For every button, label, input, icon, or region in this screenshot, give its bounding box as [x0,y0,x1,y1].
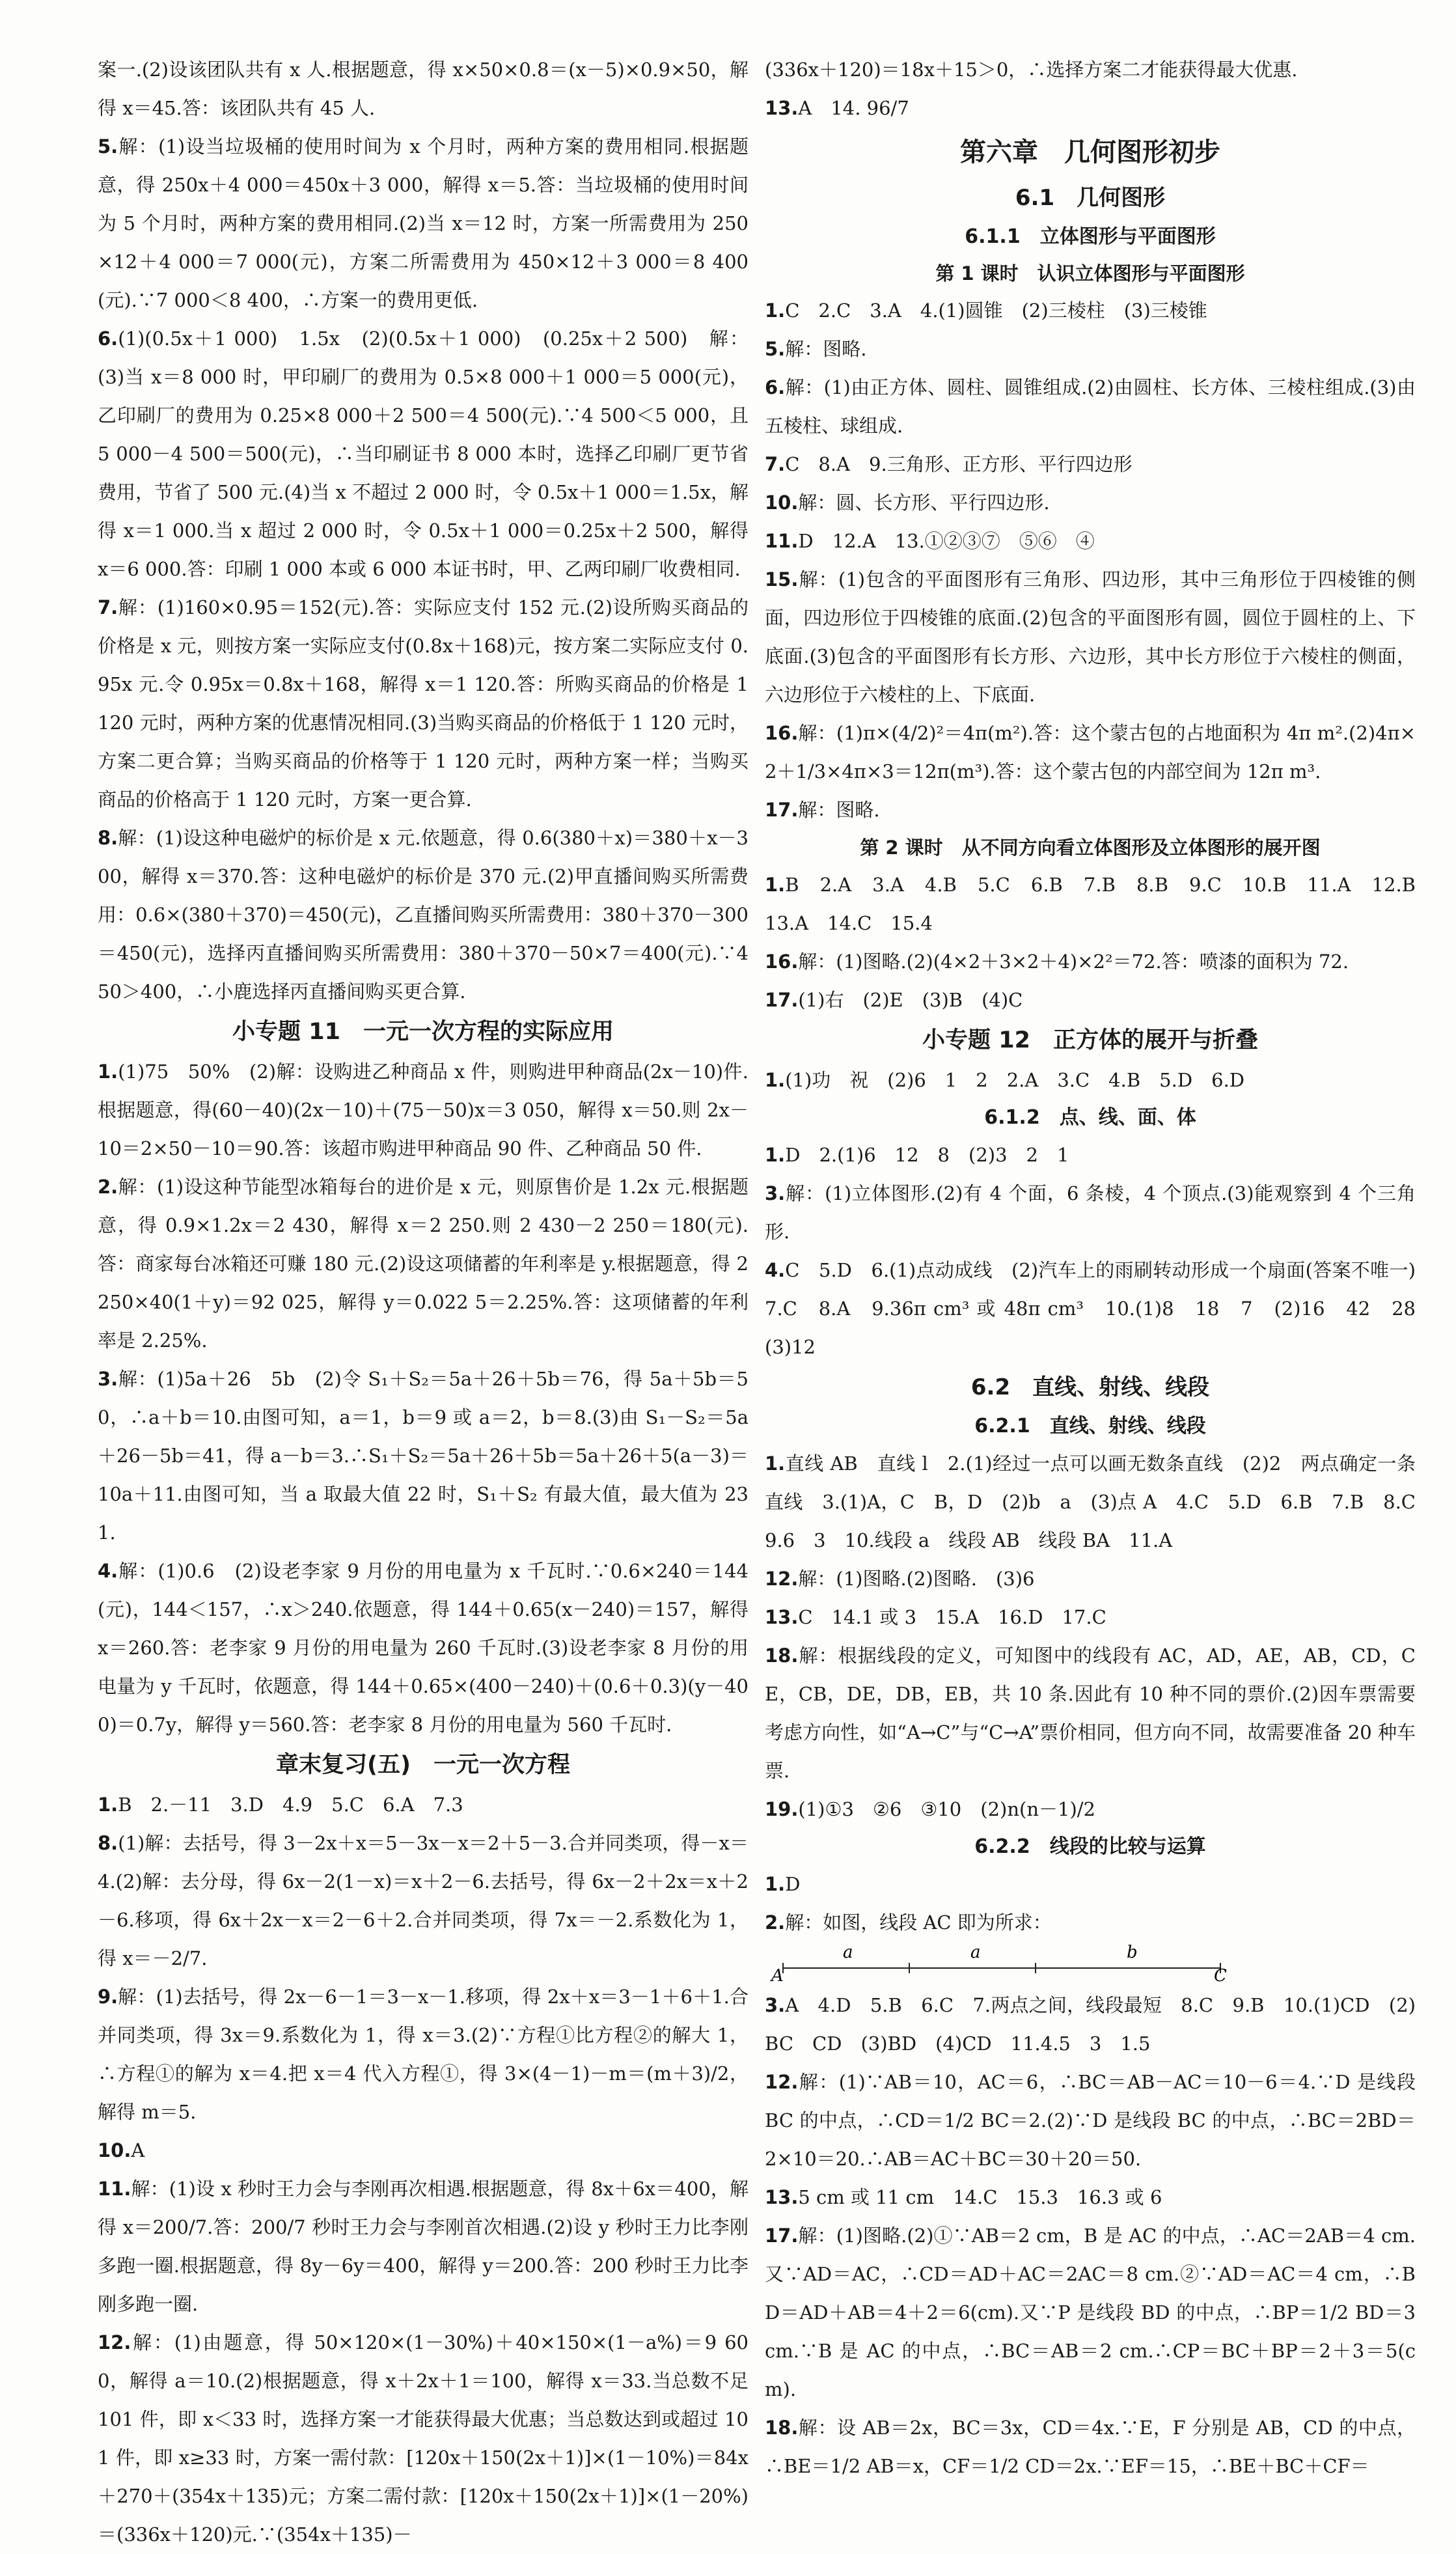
answer-text: C 2.C 3.A 4.(1)圆锥 (2)三棱柱 (3)三棱锥 [785,299,1207,322]
question-number: 16. [765,951,799,973]
answer-entry [98,2324,749,2554]
question-number: 11. [98,2178,131,2200]
answer-entry [765,89,1416,128]
section-heading: 6.2 直线、射线、线段 [970,1374,1210,1400]
answer-text: 解：根据线段的定义，可知图中的线段有 AC，AD，AE，AB，CD，CE，CB，DE，DB，EB，共 10 条.因此有 10 种不同的票价.(2)因车票需要考虑方向性，如“A→C”与“C→A”票价相同，但方向不同，故需要准备 20 种车票. [765,1645,1416,1782]
question-number: 7. [765,453,786,475]
answer-entry [765,1637,1416,1790]
answer-text: (336x＋120)＝18x＋15＞0，∴选择方案二才能获得最大优惠. [765,59,1298,81]
answer-text: 解：如图，线段 AC 即为所求： [785,1911,1052,1934]
answer-text: 解：(1)由题意，得 50×120×(1－30%)＋40×150×(1－a%)＝9 600，解得 a＝10.(2)根据题意，得 x＋2x＋1＝100，解得 x＝33.当总数不足 101 件，即 x＜33 时，选择方案一才能获得最大优惠；当总数达到或超过 101 件，即 x≥33 时，方案一需付款：[120x＋150(2x＋1)]×(1－10%)＝84x＋270＋(354x＋135)元；方案二需付款：[120x＋150(2x＋1)]×(1－20%)＝(336x＋120)元.∵(354x＋135)－ [98,2331,749,2546]
answer-text: 解：(1)160×0.95＝152(元).答：实际应支付 152 元.(2)设所购买商品的价格是 x 元，则按方案一实际应支付(0.8x＋168)元，按方案二实际应支付 0.95x 元.令 0.95x＝0.8x＋168，解得 x＝1 120.答：所购买商品的价格是 1 120 元时，两种方案的优惠情况相同.(3)当购买商品的价格低于 1 120 元时，方案二更合算；当购买商品的价格等于 1 120 元时，两种方案一样；当购买商品的价格高于 1 120 元时，方案一更合算. [98,596,749,811]
answer-text: A [131,2139,145,2161]
answer-entry [98,320,749,589]
segment-a-label: a [843,1943,853,1962]
question-number: 1. [765,1452,786,1475]
answer-entry [765,1061,1416,1100]
question-number: 6. [98,327,118,350]
answer-text: 直线 AB 直线 l 2.(1)经过一点可以画无数条直线 (2)2 两点确定一条直线 3.(1)A，C B，D (2)b a (3)点 A 4.C 5.D 6.B 7.B 8.C 9.6 3 10.线段 a 线段 AB 线段 BA 11.A [765,1452,1435,1551]
answer-text: D 12.A 13.①②③⑦ ⑤⑥ ④ [798,530,1095,552]
answer-entry [98,1824,749,1978]
question-number: 1. [765,1069,786,1091]
answer-text: (1)①3 ②6 ③10 (2)n(n－1)/2 [798,1798,1095,1820]
section-heading: 6.2.2 线段的比较与运算 [974,1835,1206,1858]
answer-text: A 4.D 5.B 6.C 7.两点之间，线段最短 8.C 9.B 10.(1)CD (2)BC CD (3)BD (4)CD 11.4.5 3 1.5 [765,1994,1416,2055]
segment-b-label: b [1127,1943,1138,1962]
answer-text: 解：(1)∵AB＝10，AC＝6，∴BC＝AB－AC＝10－6＝4.∵D 是线段 BC 的中点，∴CD＝1/2 BC＝2.(2)∵D 是线段 BC 的中点，∴BC＝2BD＝2×10＝20.∴AB＝AC＋BC＝30＋20＝50. [765,2071,1416,2170]
answer-text: A 14. 96/7 [798,97,909,119]
answer-entry [765,1790,1416,1829]
question-number: 4. [98,1560,118,1582]
question-number: 7. [98,596,118,618]
point-a-label: A [771,1966,784,1982]
answer-text: 解：(1)设 x 秒时王力会与李刚再次相遇.根据题意，得 8x＋6x＝400，解得 x＝200/7.答：200/7 秒时王力会与李刚首次相遇.(2)设 y 秒时王力比李刚多跑一圈.根据题意，得 8y－6y＝400，解得 y＝200.答：200 秒时王力比李刚多跑一圈. [98,2178,749,2315]
answer-entry [98,1360,749,1552]
answer-entry [765,1136,1416,1174]
answer-text: 解：(1)设这种电磁炉的标价是 x 元.依题意，得 0.6(380＋x)＝380＋x－300，解得 x＝370.答：这种电磁炉的标价是 370 元.(2)甲直播间购买所需费用：0.6×(380＋370)＝450(元)，乙直播间购买所需费用：380＋370－300＝450(元)，选择丙直播间购买所需费用：380＋370－50×7＝400(元).∵450＞400，∴小鹿选择丙直播间购买更合算. [98,827,749,1003]
answer-text: 解：(1)0.6 (2)设老李家 9 月份的用电量为 x 千瓦时.∵0.6×240＝144(元)，144＜157，∴x＞240.依题意，得 144＋0.65(x－240)＝157，解得 x＝260.答：老李家 9 月份的用电量为 260 千瓦时.(3)设老李家 8 月份的用电量为 y 千瓦时，依题意，得 144＋0.65×(400－240)＋(0.6＋0.3)(y－400)＝0.7y，解得 y＝560.答：老李家 8 月份的用电量为 560 千瓦时. [98,1560,749,1736]
answer-entry [765,292,1416,330]
segment-diagram [765,1943,1416,1982]
answer-text: 解：(1)设这种节能型冰箱每台的进价是 x 元，则原售价是 1.2x 元.根据题意，得 0.9×1.2x＝2 430，解得 x＝2 250.则 2 430－2 250＝180(元).答：商家每台冰箱还可赚 180 元.(2)设这项储蓄的年利率是 y.根据题意，得 2 250×40(1＋y)＝92 025，解得 y＝0.022 5＝2.25%.答：这项储蓄的年利率是 2.25%. [98,1176,749,1352]
answer-text: C 8.A 9.三角形、正方形、平行四边形 [785,453,1133,475]
question-number: 5. [765,338,786,360]
question-number: 8. [98,827,118,849]
answer-text: (1)右 (2)E (3)B (4)C [798,989,1023,1011]
answer-text: 解：(1)π×(4/2)²＝4π(m²).答：这个蒙古包的占地面积为 4π m².(2)4π×2＋1/3×4π×3＝12π(m³).答：这个蒙古包的内部空间为 12π m³. [765,722,1416,783]
answer-text: 解：(1)去括号，得 2x－6－1＝3－x－1.移项，得 2x＋x＝3－1＋6＋1.合并同类项，得 3x＝9.系数化为 1，得 x＝3.(2)∵方程①比方程②的解大 1，∴方程①的解为 x＝4.把 x＝4 代入方程①，得 3×(4－1)－m＝(m＋3)/2，解得 m＝5. [98,1986,749,2123]
answer-entry [98,1552,749,1744]
answer-entry [765,1445,1435,1560]
answer-text: 解：(1)由正方体、圆柱、圆锥组成.(2)由圆柱、长方体、三棱柱组成.(3)由五棱柱、球组成. [765,376,1416,437]
answer-text: 解：设 AB＝2x，BC＝3x，CD＝4x.∵E，F 分别是 AB，CD 的中点，∴BE＝1/2 AB＝x，CF＝1/2 CD＝2x.∵EF＝15，∴BE＋BC＋CF＝ [765,2417,1416,2477]
answer-text: (1)(0.5x＋1 000) 1.5x (2)(0.5x＋1 000) (0.25x＋2 500) 解：(3)当 x＝8 000 时，甲印刷厂的费用为 0.5×8 000＋1 000＝5 000(元)，乙印刷厂的费用为 0.25×8 000＋2 500＝4 500(元).∵4 500＜5 000，且 5 000－4 500＝500(元)，∴当印刷证书 8 000 本时，选择乙印刷厂更节省费用，节省了 500 元.(4)当 x 不超过 2 000 时，令 0.5x＋1 000＝1.5x，解得 x＝1 000.当 x 超过 2 000 时，令 0.5x＋1 000＝0.25x＋2 500，解得 x＝6 000.答：印刷 1 000 本或 6 000 本证书时，甲、乙两印刷厂收费相同. [98,327,749,580]
answer-text: B 2.A 3.A 4.B 5.C 6.B 7.B 8.B 9.C 10.B 11.A 12.B 13.A 14.C 15.4 [765,874,1435,934]
answer-entry [765,1598,1416,1637]
answer-entry [98,2131,749,2170]
answer-entry [765,943,1416,981]
answer-text: 案一.(2)设该团队共有 x 人.根据题意，得 x×50×0.8＝(x－5)×0.9×50，解得 x＝45.答：该团队共有 45 人. [98,59,749,119]
question-number: 12. [98,2331,131,2353]
answer-text: 解：(1)包含的平面图形有三角形、四边形，其中三角形位于四棱锥的侧面，四边形位于四棱锥的底面.(2)包含的平面图形有圆，圆位于圆柱的上、下底面.(3)包含的平面图形有长方形、六边形，其中长方形位于六棱柱的侧面，六边形位于六棱柱的上、下底面. [765,568,1416,706]
section-heading: 第 1 课时 认识立体图形与平面图形 [935,262,1245,285]
question-number: 17. [765,799,799,821]
section-heading: 章末复习(五) 一元一次方程 [276,1752,570,1778]
answer-entry [765,1904,1416,1942]
question-number: 2. [765,1911,786,1934]
answer-text: 解：(1)图略.(2)①∵AB＝2 cm，B 是 AC 的中点，∴AC＝2AB＝4 cm.又∵AD＝AC，∴CD＝AD＋AC＝2AC＝8 cm.②∵AD＝AC＝4 cm，∴BD＝AD＋AB＝4＋2＝6(cm).又∵P 是线段 BD 的中点，∴BP＝1/2 BD＝3 cm.∵B 是 AC 的中点，∴BC＝AB＝2 cm.∴CP＝BC＋BP＝2＋3＝5(cm). [765,2225,1416,2400]
answer-entry [765,1865,1416,1904]
question-number: 18. [765,2417,799,2439]
question-number: 17. [765,2225,799,2247]
answer-entry [765,981,1416,1020]
answer-entry [765,522,1416,561]
left-column [98,51,749,2554]
question-number: 5. [98,135,118,158]
question-number: 17. [765,989,799,1011]
question-number: 12. [765,2071,799,2093]
answer-entry [98,51,749,128]
section-heading: 6.1 几何图形 [1015,185,1166,211]
answer-text: 5 cm 或 11 cm 14.C 15.3 16.3 或 6 [798,2186,1162,2208]
question-number: 4. [765,1259,786,1281]
answer-entry [765,1174,1416,1251]
answer-text: D 2.(1)6 12 8 (2)3 2 1 [785,1144,1069,1166]
question-number: 19. [765,1798,799,1820]
question-number: 15. [765,568,799,590]
question-number: 12. [765,1568,799,1590]
section-heading: 6.1.1 立体图形与平面图形 [965,225,1216,248]
segment-a-label: a [970,1943,981,1962]
answer-text: 解：(1)设当垃圾桶的使用时间为 x 个月时，两种方案的费用相同.根据题意，得 250x＋4 000＝450x＋3 000，解得 x＝5.答：当垃圾桶的使用时间为 5 个月时，两种方案的费用相同.(2)当 x＝12 时，方案一所需费用为 250×12＋4 000＝7 000(元)，方案二所需费用为 450×12＋3 000＝8 400(元).∵7 000＜8 400，∴方案一的费用更低. [98,135,749,311]
section-heading: 第六章 几何图形初步 [960,137,1220,167]
answer-entry [98,2170,749,2324]
answer-entry [765,1560,1416,1598]
answer-entry [765,484,1416,522]
section-heading: 小专题 12 正方体的展开与折叠 [922,1027,1258,1053]
question-number: 1. [765,1144,786,1166]
question-number: 8. [98,1832,118,1854]
answer-text: (1)75 50% (2)解：设购进乙种商品 x 件，则购进甲种商品(2x－10)件.根据题意，得(60－40)(2x－10)＋(75－50)x＝3 050，解得 x＝50.则 2x－10＝2×50－10＝90.答：该超市购进甲种商品 90 件、乙种商品 50 件. [98,1061,749,1159]
question-number: 3. [765,1182,786,1204]
answer-text: 解：图略. [785,338,867,360]
question-number: 10. [765,492,799,514]
question-number: 16. [765,722,799,744]
question-number: 13. [765,97,799,119]
question-number: 1. [98,1061,118,1083]
question-number: 1. [98,1794,118,1816]
answer-entry [765,2178,1416,2217]
answer-text: (1)功 祝 (2)6 1 2 2.A 3.C 4.B 5.D 6.D [785,1069,1245,1091]
question-number: 2. [98,1176,118,1198]
question-number: 3. [765,1994,786,2016]
answer-entry [765,330,1416,368]
question-number: 10. [98,2139,131,2161]
answer-text: C 14.1 或 3 15.A 16.D 17.C [798,1606,1106,1628]
answer-entry [98,819,749,1011]
answer-entry [765,2409,1416,2486]
point-c-label: C [1214,1966,1227,1982]
section-heading: 6.1.2 点、线、面、体 [984,1106,1196,1129]
answer-text: C 5.D 6.(1)点动成线 (2)汽车上的雨刷转动形成一个扇面(答案不唯一) 7.C 8.A 9.36π cm³ 或 48π cm³ 10.(1)8 18 7 (2)16 42 28 (3)12 [765,1259,1435,1358]
question-number: 6. [765,376,786,398]
answer-entry [765,1251,1435,1367]
answer-entry [765,368,1416,445]
answer-text: (1)解：去括号，得 3－2x＋x＝5－3x－x＝2＋5－3.合并同类项，得－x＝4.(2)解：去分母，得 6x－2(1－x)＝x＋2－6.去括号，得 6x－2＋2x＝x＋2－6.移项，得 6x＋2x－x＝2－6＋2.合并同类项，得 7x＝－2.系数化为 1，得 x＝－2/7. [98,1832,749,1969]
question-number: 3. [98,1368,118,1390]
question-number: 1. [765,874,786,896]
answer-text: 解：(1)图略.(2)(4×2＋3×2＋4)×2²＝72.答：喷漆的面积为 72. [798,951,1349,973]
question-number: 1. [765,299,786,322]
question-number: 13. [765,2186,799,2208]
answer-entry [98,1053,749,1168]
answer-entry [765,791,1416,829]
answer-text: 解：(1)图略.(2)图略. (3)6 [798,1568,1035,1590]
segment-ac-figure [765,1943,1233,1982]
answer-entry [98,1168,749,1360]
answer-entry [765,866,1435,943]
answer-text: 解：(1)立体图形.(2)有 4 个面，6 条棱，4 个顶点.(3)能观察到 4 个三角形. [765,1182,1416,1243]
answer-entry [98,1978,749,2131]
question-number: 18. [765,1645,799,1667]
right-column [765,51,1435,2486]
question-number: 1. [765,1873,786,1895]
answer-text: D [785,1873,801,1895]
question-number: 11. [765,530,799,552]
answer-entry [765,445,1416,484]
answer-text: 解：圆、长方形、平行四边形. [798,492,1050,514]
answer-entry [765,714,1416,791]
answer-entry [765,2217,1416,2409]
answer-text: 解：图略. [798,799,880,821]
answer-entry [765,1986,1416,2063]
question-number: 13. [765,1606,799,1628]
section-heading: 6.2.1 直线、射线、线段 [974,1415,1206,1437]
answer-entry [98,1786,749,1824]
answer-entry [98,589,749,819]
answer-text: B 2.－11 3.D 4.9 5.C 6.A 7.3 [118,1794,463,1816]
question-number: 9. [98,1986,118,2008]
answer-entry [765,51,1416,89]
section-heading: 第 2 课时 从不同方向看立体图形及立体图形的展开图 [860,837,1321,859]
answer-entry [765,561,1416,714]
answer-entry [98,128,749,320]
answer-entry [765,2063,1416,2178]
section-heading: 小专题 11 一元一次方程的实际应用 [232,1019,614,1045]
answer-text: 解：(1)5a＋26 5b (2)令 S₁＋S₂＝5a＋26＋5b＝76，得 5a＋5b＝50，∴a＋b＝10.由图可知，a＝1，b＝9 或 a＝2，b＝8.(3)由 S₁－S₂＝5a＋26－5b＝41，得 a－b＝3.∴S₁＋S₂＝5a＋26＋5b＝5a＋26＋5(a－3)＝10a＋11.由图可知，当 a 取最大值 22 时，S₁＋S₂ 有最大值，最大值为 231. [98,1368,749,1544]
